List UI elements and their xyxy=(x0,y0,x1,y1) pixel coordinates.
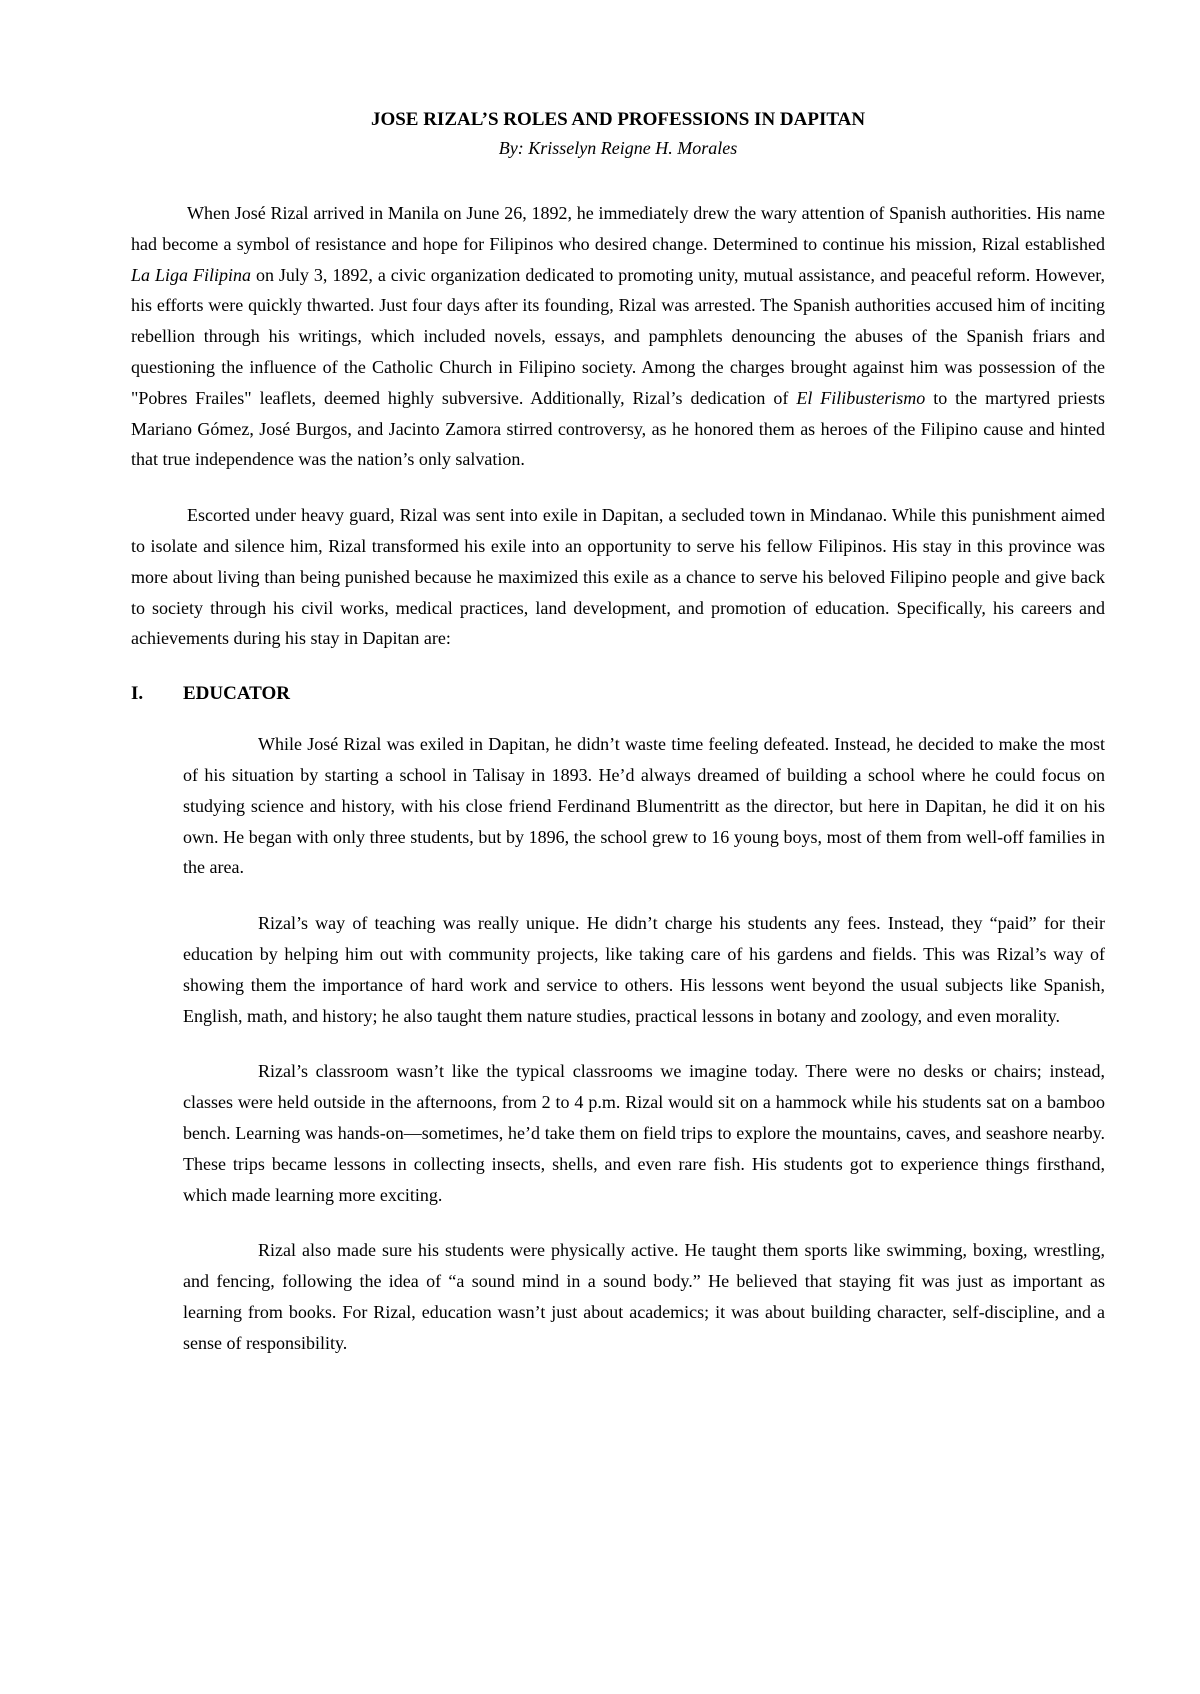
document-title: JOSE RIZAL’S ROLES AND PROFESSIONS IN DAPITAN xyxy=(370,109,866,130)
section-paragraph-2: Rizal’s way of teaching was really unique. He didn’t charge his students any fees. Instead, they “paid” for their education by helping him out with community projects, like taking care of his gardens and fields. This was Rizal’s way of showing them the importance of hard work and service to others. His lessons went beyond the usual subjects like Spanish, English, math, and history; he also taught them nature studies, practical lessons in botany and zoology, and even morality. xyxy=(183,913,1105,1026)
section-paragraph-4: Rizal also made sure his students were physically active. He taught them sports like swimming, boxing, wrestling, and fencing, following the idea of “a sound mind in a sound body.” He believed that staying fit was just as important as learning from books. For Rizal, education wasn’t just about academics; it was about building character, self-discipline, and a sense of responsibility. xyxy=(183,1240,1105,1353)
la-liga-filipina-title: La Liga Filipina xyxy=(131,264,251,285)
intro-text-middle: on July 3, 1892, a civic organization dedicated to promoting unity, mutual assistance, and peaceful reform. However, his efforts were quickly thwarted. Just four days after its founding, Rizal was arrested. The Spanish authorities accused him of inciting rebellion through his writings, which included novels, essays, and pamphlets denouncing the abuses of the Spanish friars and questioning the influence of the Catholic Church in Filipino society. Among the charges brought against him was possession of the "Pobres Frailes" leaflets, deemed highly subversive. Additionally, Rizal’s dedication of xyxy=(131,264,1105,408)
section-body xyxy=(183,729,1105,1358)
intro-paragraph-1 xyxy=(131,198,1105,475)
section-number: I. xyxy=(131,683,144,705)
section-paragraph-1: While José Rizal was exiled in Dapitan, he didn’t waste time feeling defeated. Instead, he decided to make the most of his situation by starting a school in Talisay in 1893. He’d always dreamed of building a school where he could focus on studying science and history, with his close friend Ferdinand Blumentritt as the director, but here in Dapitan, he did it on his own. He began with only three students, but by 1896, the school grew to 16 young boys, most of them from well-off families in the area. xyxy=(183,734,1105,878)
intro-paragraph-2: Escorted under heavy guard, Rizal was sent into exile in Dapitan, a secluded town in Mindanao. While this punishment aimed to isolate and silence him, Rizal transformed his exile into an opportunity to serve his fellow Filipinos. His stay in this province was more about living than being punished because he maximized this exile as a chance to serve his beloved Filipino people and give back to society through his civil works, medical practices, land development, and promotion of education. Specifically, his careers and achievements during his stay in Dapitan are: xyxy=(131,505,1105,649)
section-title: EDUCATOR xyxy=(183,683,290,705)
author-byline: By: Krisselyn Reigne H. Morales xyxy=(498,138,738,158)
section-heading xyxy=(131,679,1105,709)
el-filibusterismo-title: El Filibusterismo xyxy=(796,387,926,408)
intro-text-before: When José Rizal arrived in Manila on June 26, 1892, he immediately drew the wary attention of Spanish authorities. His name had become a symbol of resistance and hope for Filipinos who desired change. Determined to continue his mission, Rizal established xyxy=(131,203,1105,254)
section-paragraph-3: Rizal’s classroom wasn’t like the typical classrooms we imagine today. There were no desks or chairs; instead, classes were held outside in the afternoons, from 2 to 4 p.m. Rizal would sit on a hammock while his students sat on a bamboo bench. Learning was hands-on—sometimes, he’d take them on field trips to explore the mountains, caves, and seashore nearby. These trips became lessons in collecting insects, shells, and even rare fish. His students got to experience things firsthand, which made learning more exciting. xyxy=(183,1061,1105,1205)
intro-text-after: to the martyred priests Mariano Gómez, José Burgos, and Jacinto Zamora stirred controversy, as he honored them as heroes of the Filipino cause and hinted that true independence was the nation’s only salvation. xyxy=(131,387,1106,470)
